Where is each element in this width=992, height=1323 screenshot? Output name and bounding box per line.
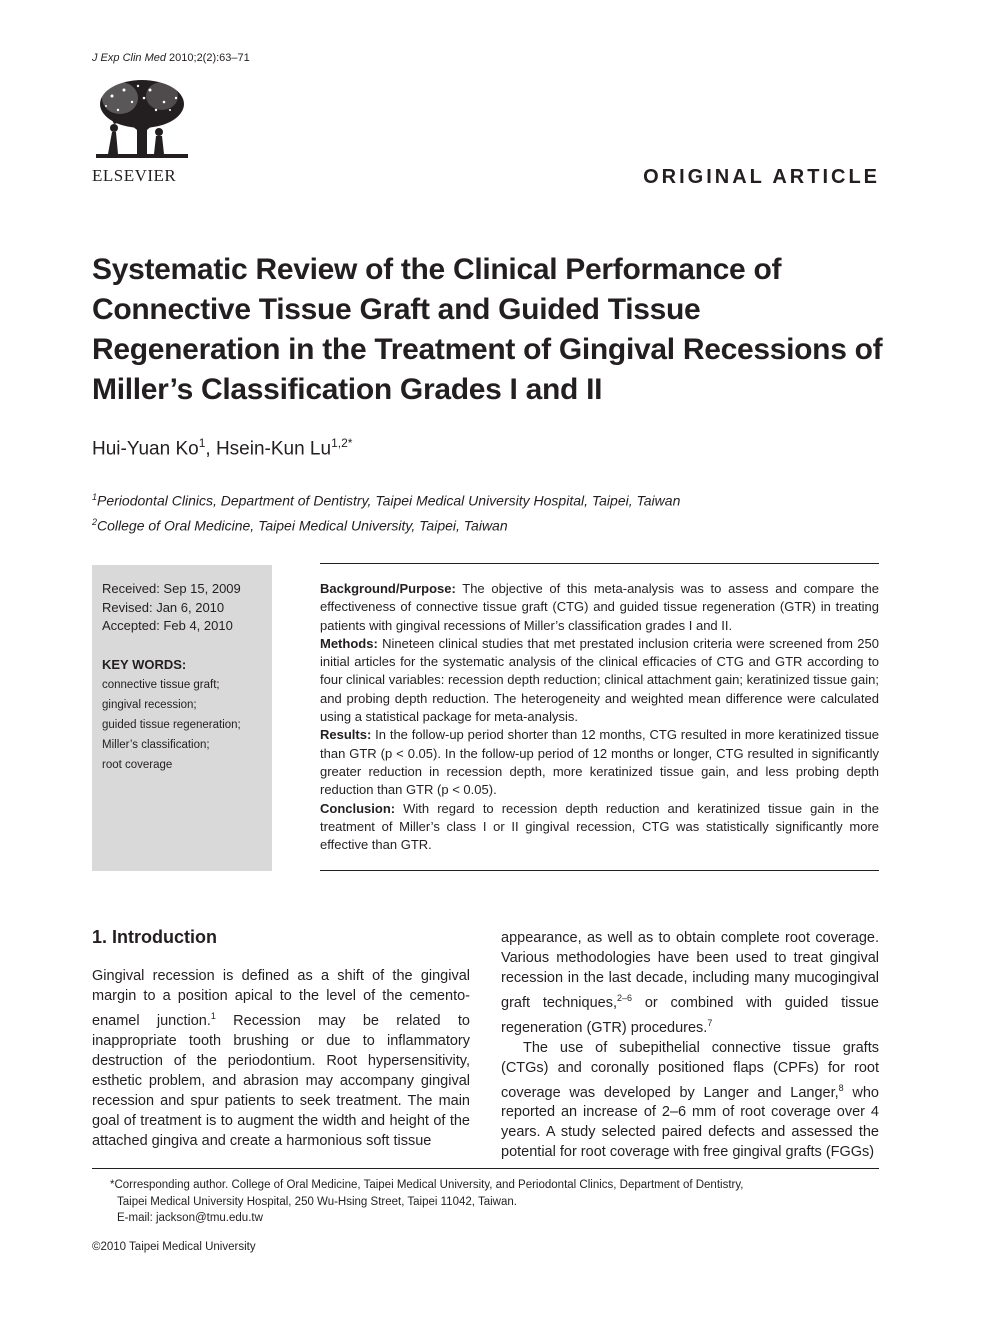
copyright-notice: ©2010 Taipei Medical University bbox=[92, 1241, 256, 1253]
journal-volume: 2010;2(2):63–71 bbox=[165, 52, 250, 64]
keyword: gingival recession; bbox=[102, 698, 197, 711]
body-paragraph: Gingival recession is defined as a shift of the gingival margin to a position apical to the level of the cemento-enamel junction.$^1$ Recession may be related to inappropriate tooth brushing or due to inflammatory destruction of the periodontium. Root hypersensitivity, esthetic problem, and abrasion may accompany gingival recession and spur patients to seek treatment. The main goal of treatment is to augment the width and height of the attached gingiva and create a harmonious soft tissue bbox=[92, 968, 470, 1149]
affiliation: $^2$College of Oral Medicine, Taipei Medical University, Taipei, Taiwan bbox=[92, 516, 508, 534]
affiliation: $^1$Periodontal Clinics, Department of Dentistry, Taipei Medical University Hospital, Taipei, Taiwan bbox=[92, 492, 681, 509]
elsevier-logo bbox=[92, 76, 192, 188]
abstract-results: Results: In the follow-up period shorter than 12 months, CTG resulted in more keratinized tissue than GTR (p < 0.05). In the follow-up period of 12 months or longer, CTG resulted in significantly greater reduction in recession depth, more keratinized tissue gain, and less probing depth reduction than GTR (p < 0.05). bbox=[320, 727, 879, 798]
article-info-box bbox=[92, 565, 272, 871]
citation-ref: 2–6 bbox=[616, 993, 633, 1003]
citation-ref: 8 bbox=[838, 1082, 844, 1093]
keywords-list bbox=[102, 675, 262, 775]
author-name: Hsein-Kun Lu bbox=[215, 438, 332, 460]
keyword: root coverage bbox=[102, 758, 173, 771]
article-type: ORIGINAL ARTICLE bbox=[643, 166, 880, 188]
article-title: Systematic Review of the Clinical Performance of Connective Tissue Graft and Guided Tissue Regeneration in the Treatment of Gingival Recessions of Miller’s Classification Grades I and II bbox=[92, 253, 883, 406]
body-paragraph: The use of subepithelial connective tissue grafts (CTGs) and coronally positioned flaps (CPFs) for root coverage was developed by Langer and Langer,$^8$ who reported an increase of 2–6 mm of root coverage over 4 years. A study selected paired defects and assessed the potential for root coverage with free gingival grafts (FGGs) bbox=[501, 1039, 879, 1161]
keyword: guided tissue regeneration; bbox=[102, 718, 241, 731]
abstract-conclusion: Conclusion: With regard to recession depth reduction and keratinized tissue gain in the treatment of Miller’s class I or II gingival recession, CTG was statistically significantly more effective than GTR. bbox=[320, 800, 879, 853]
affiliations bbox=[92, 487, 680, 536]
keyword: connective tissue graft; bbox=[102, 678, 220, 691]
author-affiliation-mark: 1,2* bbox=[331, 436, 353, 450]
body-paragraph: appearance, as well as to obtain complete root coverage. Various methodologies have been used to treat gingival recession in the last decade, including many mucogingival graft techniques,$^{2-6}$ or combined with guided tissue regeneration (GTR) procedures.$^7$ bbox=[501, 930, 879, 1036]
abstract-background: Background/Purpose: The objective of this meta-analysis was to assess and compare the effectiveness of connective tissue graft (CTG) and guided tissue regeneration (GTR) in treating patients with gingival recessions of Miller’s classification grades I and II. bbox=[320, 581, 879, 633]
elsevier-tree-icon bbox=[92, 76, 192, 162]
keyword: Miller’s classification; bbox=[102, 738, 210, 751]
keywords-title: KEY WORDS: bbox=[102, 656, 187, 672]
author-affiliation-mark: 1 bbox=[198, 436, 206, 450]
corresponding-author-footnote: *Corresponding author. College of Oral Medicine, Taipei Medical University, and Periodontal Clinics, Department of Dentistry, Taipei Medical University Hospital, 250 Wu-Hsing Street, Taipei 11042, Taiwan. E-mail: jackson@tmu.edu.tw bbox=[110, 1179, 744, 1224]
body-column-left bbox=[92, 928, 470, 1151]
revised-date: Revised: Jan 6, 2010 bbox=[102, 599, 225, 615]
journal-citation bbox=[92, 52, 250, 64]
accepted-date: Accepted: Feb 4, 2010 bbox=[102, 618, 233, 633]
section-heading: 1. Introduction bbox=[92, 927, 217, 947]
author-list: Hui-Yuan Ko$^1$, Hsein-Kun $Lu^{1,2*}$ bbox=[92, 436, 353, 460]
journal-name: J Exp Clin Med bbox=[92, 52, 166, 64]
citation-ref: 1 bbox=[210, 1011, 216, 1021]
article-dates bbox=[102, 580, 262, 636]
abstract bbox=[320, 563, 879, 871]
publisher-name: ELSEVIER bbox=[92, 166, 177, 185]
received-date: Received: Sep 15, 2009 bbox=[102, 581, 241, 596]
citation-ref: 7 bbox=[707, 1017, 713, 1028]
body-column-right bbox=[501, 928, 879, 1162]
footnote-divider bbox=[92, 1168, 879, 1169]
author-name: Hui-Yuan Ko bbox=[92, 438, 199, 460]
abstract-methods: Methods: Nineteen clinical studies that met prestated inclusion criteria were screened from 250 initial articles for the systematic analysis of the clinical efficacies of CTG and GTR according to four clinical variables: recession depth reduction; clinical attachment gain; keratinized tissue gain; and probing depth reduction. The heterogeneity and weighted mean difference were calculated using a statistical package for meta-analysis. bbox=[320, 635, 879, 725]
